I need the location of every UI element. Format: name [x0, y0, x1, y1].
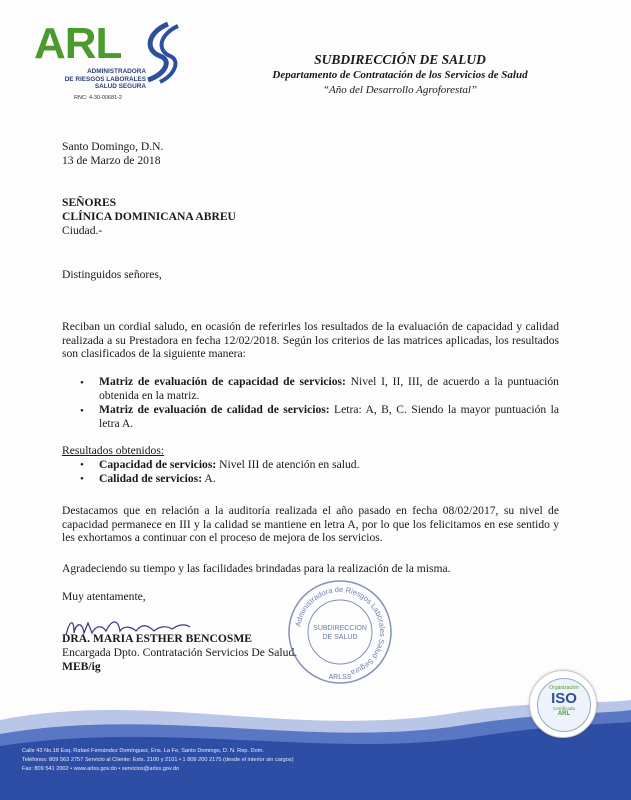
criteria-item-1: Matriz de evaluación de capacidad de servicios: Nivel I, II, III, de acuerdo a la puntuación obtenida en la matriz. — [99, 375, 559, 402]
footer-address: Calle 43 No.18 Esq. Rafael Fernández Domínguez, Ens. La Fe, Santo Domingo, D. N. Rep. Dom. — [22, 748, 264, 754]
header-department: Departamento de Contratación de los Servicios de Salud — [272, 69, 528, 81]
signer-title: Encargada Dpto. Contratación Servicios De Salud. — [62, 646, 298, 659]
initials: MEB/ig — [62, 660, 101, 673]
svg-text:Administradora de Riesgos Labo: Administradora de Riesgos Laborales Salud Segura — [293, 584, 388, 678]
bullet-icon: • — [80, 473, 84, 485]
logo-brand: ARL — [34, 19, 122, 68]
bullet-icon: • — [80, 459, 84, 471]
logo-rnc: RNC: 4-30-00681-2 — [74, 95, 122, 101]
letter-city: Santo Domingo, D.N. — [62, 140, 164, 153]
bullet-icon: • — [80, 377, 84, 389]
footer-phones: Teléfonos: 809 563 2757 Servicio al Cliente: Exts. 2100 y 2101 • 1 809 200 2175 (desde el interior sin cargos) — [22, 757, 294, 763]
result-item-1: Capacidad de servicios: Nivel III de atención en salud. — [99, 458, 360, 471]
svg-text:ARLSS: ARLSS — [328, 674, 352, 681]
result-item-2: Calidad de servicios: A. — [99, 472, 216, 485]
letter-date: 13 de Marzo de 2018 — [62, 154, 161, 167]
addressee-line-2: CLÍNICA DOMINICANA ABREU — [62, 210, 236, 223]
results-title: Resultados obtenidos: — [62, 444, 165, 457]
paragraph-2: Destacamos que en relación a la auditoría realizada el año pasado en fecha 08/02/2017, su nivel de capacidad permanece en III y la calidad se mantiene en letra A, por lo que los felicitamos en ese sentido y les exhortamos a continuar con el proceso de mejora de los servicios. — [62, 504, 559, 544]
bullet-icon: • — [80, 405, 84, 417]
header-motto: “Año del Desarrollo Agroforestal” — [322, 84, 478, 96]
header-title: SUBDIRECCIÓN DE SALUD — [314, 52, 486, 67]
addressee-line-3: Ciudad.- — [62, 224, 103, 237]
signer-name: DRA. MARIA ESTHER BENCOSME — [62, 632, 253, 645]
footer-web: Fax: 809 541 2002 • www.arlss.gov.do • servicios@arlss.gov.do — [22, 766, 180, 772]
official-stamp — [286, 578, 394, 686]
addressee-line-1: SEÑORES — [62, 196, 117, 209]
closing: Muy atentamente, — [62, 590, 146, 603]
arl-logo — [34, 20, 184, 112]
paragraph-1: Reciban un cordial saludo, en ocasión de referirles los resultados de la evaluación de capacidad y calidad realizada a su Prestadora en fecha 12/02/2018. Según los criterios de las matrices aplicadas, los resultados son clasificados de la siguiente manera: — [62, 320, 559, 360]
svg-text:SUBDIRECCION: SUBDIRECCION — [313, 625, 367, 632]
paragraph-3: Agradeciendo su tiempo y las facilidades brindadas para la realización de la misma. — [62, 562, 451, 575]
criteria-item-2: Matriz de evaluación de calidad de servicios: Letra: A, B, C. Siendo la mayor puntuación la letra A. — [99, 403, 560, 430]
svg-text:DE SALUD: DE SALUD — [322, 634, 358, 641]
logo-subtitle: ADMINISTRADORA DE RIESGOS LABORALES SALUD SEGURA — [64, 68, 146, 90]
iso-badge: Organización ISO Certificada ARL — [529, 670, 597, 738]
greeting: Distinguidos señores, — [62, 268, 162, 281]
